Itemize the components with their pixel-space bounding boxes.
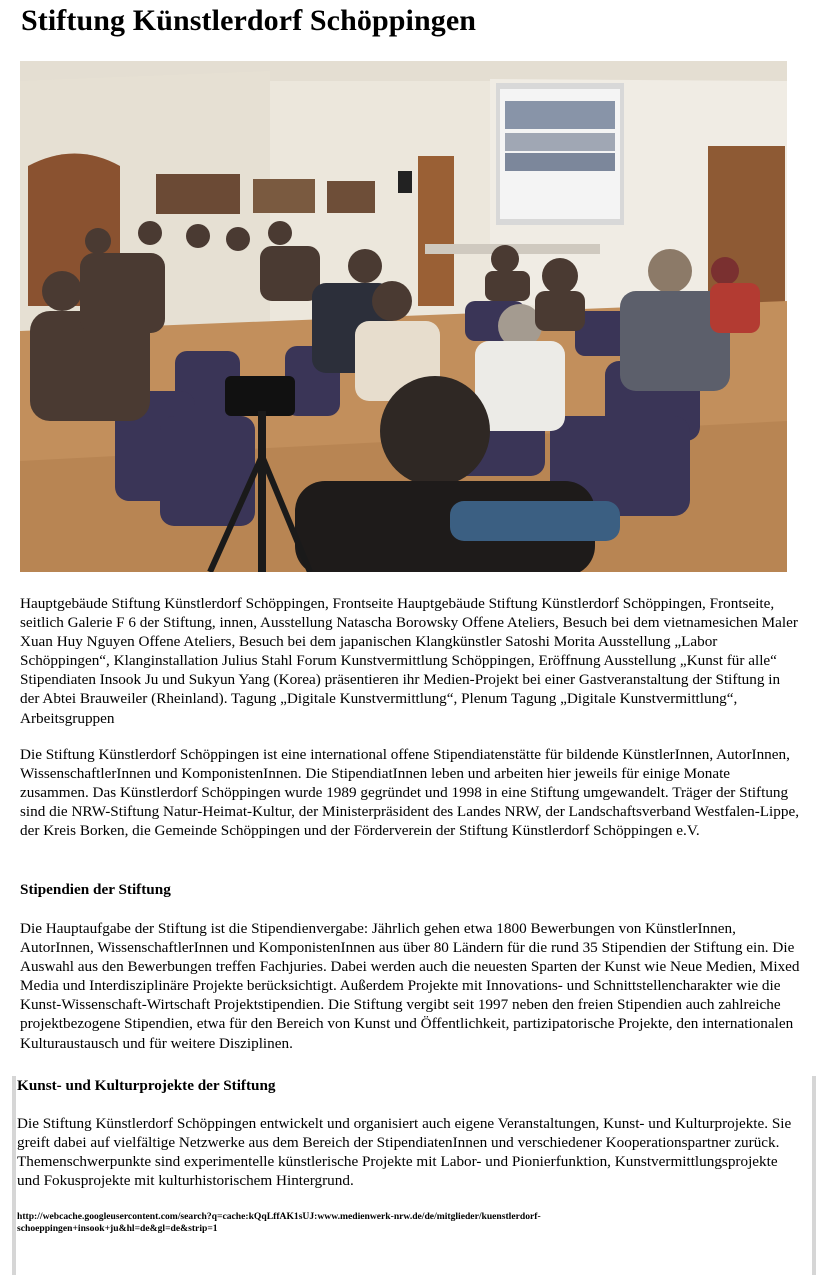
event-photo — [20, 61, 787, 572]
section-heading-stipendien: Stipendien der Stiftung — [20, 881, 171, 898]
section-kulturprojekte — [12, 1076, 816, 1275]
page-title: Stiftung Künstlerdorf Schöppingen — [21, 4, 477, 37]
photo-image — [20, 61, 787, 572]
photo-caption: Hauptgebäude Stiftung Künstlerdorf Schöppingen, Frontseite Hauptgebäude Stiftung Künstlerdorf Schöppingen, Frontseite, seitlich Galerie F 6 der Stiftung, innen, Ausstellung Natascha Borowsky Offene Ateliers, Besuch bei dem vietnamesichen Maler Xuan Huy Nguyen Offene Ateliers, Besuch bei dem japanischen Klangkünstler Satoshi Morita Ausstellung „Labor Schöppingen“, Klanginstallation Julius Stahl Forum Kunstvermittlung Schöppingen, Eröffnung Ausstellung „Kunst für alle“ Stipendiaten Insook Ju und Sukyun Yang (Korea) präsentieren ihr Medien-Projekt bei einer Gastveranstaltung der Stiftung in der Abtei Brauweiler (Rheinland). Tagung „Digitale Kunstvermittlung“, Plenum Tagung „Digitale Kunstvermittlung“, Arbeitsgruppen — [20, 595, 798, 727]
section-heading-kulturprojekte: Kunst- und Kulturprojekte der Stiftung — [17, 1077, 276, 1094]
section-body-kulturprojekte: Die Stiftung Künstlerdorf Schöppingen entwickelt und organisiert auch eigene Veranstaltungen, Kunst- und Kulturprojekte. Sie greift dabei auf vielfältige Netzwerke aus dem Bereich der StipendiatenInnen und verschiedener Kooperationspartner zurück. Themenschwerpunkte sind experimentelle künstlerische Projekte mit Labor- und Pionierfunktion, Kunstvermittlungsprojekte und Fokusprojekte mit kulturhistorischem Hintergrund. — [17, 1115, 792, 1190]
section-body-stipendien: Die Hauptaufgabe der Stiftung ist die Stipendienvergabe: Jährlich gehen etwa 1800 Bewerbungen von KünstlerInnen, AutorInnen, WissenschaftlerInnen und KomponistenInnen aus über 80 Ländern für die rund 35 Stipendien der Stiftung ein. Die Auswahl aus den Bewerbungen treffen Fachjuries. Dabei werden auch die neuesten Sparten der Kunst wie Neue Medien, Mixed Media und Interdisziplinäre Projekte berücksichtigt. Außerdem Projekte mit Innovations- und Schnittstellencharakter wie die Kunst-Wissenschaft-Wirtschaft Projektstipendien. Die Stiftung vergibt seit 1997 neben den freien Stipendien auch zahlreiche projektbezogene Stipendien, etwa für den Bereich von Kunst und Öffentlichkeit, partizipatorische Projekte, den internationalen Kulturaustausch und für weitere Disziplinen. — [20, 920, 800, 1052]
intro-paragraph: Die Stiftung Künstlerdorf Schöppingen ist eine international offene Stipendiatenstätte für bildende KünstlerInnen, AutorInnen, WissenschaftlerInnen und KomponistenInnen. Die StipendiatInnen leben und arbeiten hier jeweils für einige Monate zusammen. Das Künstlerdorf Schöppingen wurde 1989 gegründet und 1998 in eine Stiftung umgewandelt. Träger der Stiftung sind die NRW-Stiftung Natur-Heimat-Kultur, der Ministerpräsident des Landes NRW, der Landschaftsverband Westfalen-Lippe, der Kreis Borken, die Gemeinde Schöppingen und der Förderverein der Stiftung Künstlerdorf Schöppingen e.V. — [20, 746, 799, 840]
source-url[interactable]: http://webcache.googleusercontent.com/search?q=cache:kQqLffAK1sUJ:www.medienwerk-nrw.de/de/mitglieder/kuenstlerdorf-schoeppingen+insook+ju&hl=de&gl=de&strip=1 — [17, 1211, 541, 1234]
